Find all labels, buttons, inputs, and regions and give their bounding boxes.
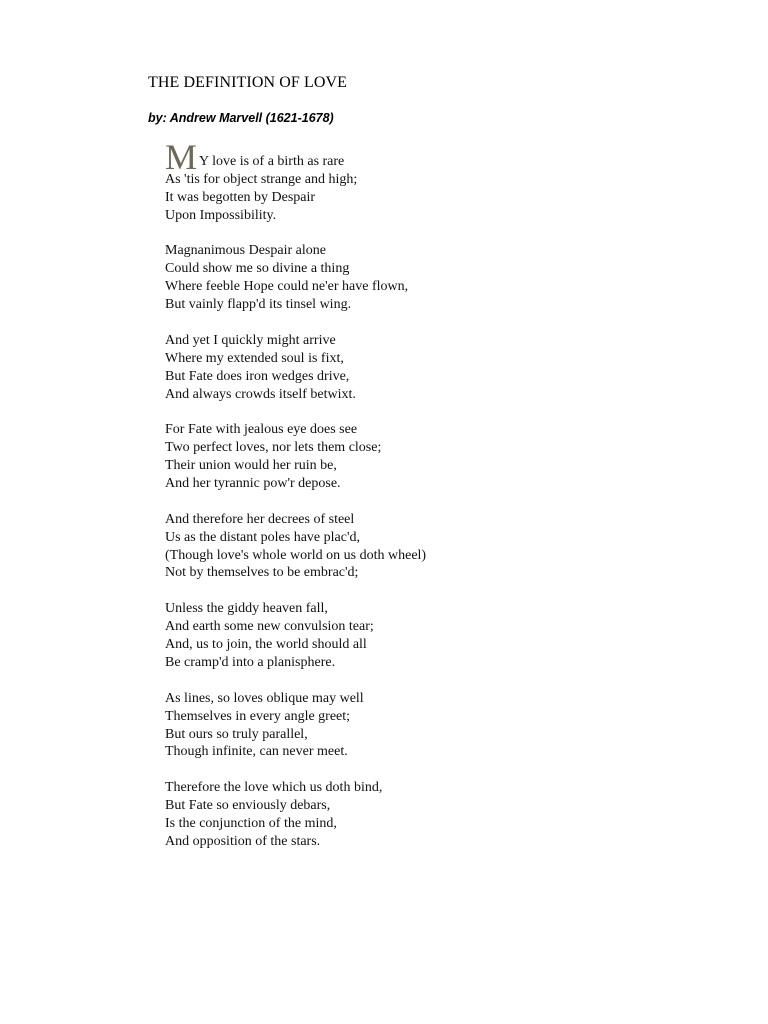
stanza: [165, 690, 426, 762]
poem-line: But ours so truly parallel,: [165, 726, 308, 742]
poem-line: But Fate so enviously debars,: [165, 798, 331, 814]
poem-line: Where feeble Hope could ne'er have flown,: [165, 279, 409, 295]
poem-line: (Though love's whole world on us doth wheel): [165, 547, 427, 563]
stanza: [165, 511, 426, 583]
poem-line: As lines, so loves oblique may well: [165, 690, 364, 706]
poem-line: Could show me so divine a thing: [165, 261, 350, 277]
poem-line: Magnanimous Despair alone: [165, 243, 326, 259]
stanza: [165, 421, 426, 493]
poem-line: Therefore the love which us doth bind,: [165, 780, 383, 796]
poem-line: Two perfect loves, nor lets them close;: [165, 440, 382, 456]
poem-line: But Fate does iron wedges drive,: [165, 368, 350, 384]
drop-cap: M: [165, 137, 198, 177]
poem-line: Not by themselves to be embrac'd;: [165, 565, 359, 581]
poem-line: And yet I quickly might arrive: [165, 332, 336, 348]
poem-byline: by: Andrew Marvell (1621-1678): [148, 111, 334, 125]
poem-line: And earth some new convulsion tear;: [165, 619, 374, 635]
poem-line: Themselves in every angle greet;: [165, 708, 351, 724]
poem-line: Be cramp'd into a planisphere.: [165, 654, 336, 670]
stanza: [165, 137, 426, 225]
stanza: [165, 600, 426, 672]
poem-line: Where my extended soul is fixt,: [165, 350, 344, 366]
poem-title: THE DEFINITION OF LOVE: [148, 74, 348, 91]
poem-line: And her tyrannic pow'r depose.: [165, 476, 341, 492]
poem-line: Upon Impossibility.: [165, 207, 277, 223]
poem-line: And, us to join, the world should all: [165, 637, 367, 653]
poem-line: And therefore her decrees of steel: [165, 511, 355, 527]
stanza: [165, 779, 426, 851]
poem-line: But vainly flapp'd its tinsel wing.: [165, 297, 352, 313]
poem-body: [165, 137, 427, 869]
poem-line: And always crowds itself betwixt.: [165, 386, 356, 402]
poem-line: For Fate with jealous eye does see: [165, 422, 358, 438]
stanza: [165, 332, 426, 404]
poem-line: Though infinite, can never meet.: [165, 744, 348, 760]
poem-line: It was begotten by Despair: [165, 189, 316, 205]
poem-line: As 'tis for object strange and high;: [165, 171, 358, 187]
poem-line: Us as the distant poles have plac'd,: [165, 529, 360, 545]
poem-line: [165, 137, 426, 177]
poem-line: Their union would her ruin be,: [165, 458, 337, 474]
poem-line: And opposition of the stars.: [165, 833, 321, 849]
poem-line-text: Y love is of a birth as rare: [199, 154, 345, 169]
poem-line: Unless the giddy heaven fall,: [165, 601, 328, 617]
stanza: [165, 242, 426, 314]
poem-line: Is the conjunction of the mind,: [165, 815, 337, 831]
